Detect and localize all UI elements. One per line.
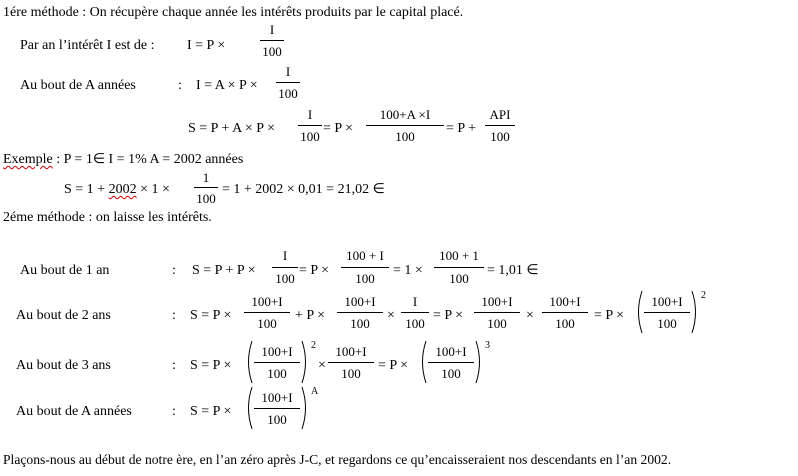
times-sign: ×: [387, 308, 395, 323]
fraction-bar: [341, 267, 389, 268]
fraction-numerator: API: [489, 107, 511, 122]
fraction-bar: [254, 408, 300, 409]
fraction-numerator: I: [307, 107, 313, 122]
fraction-numerator: 100+I: [261, 344, 293, 359]
fraction-bar: [434, 267, 484, 268]
fraction-numerator: 100+I: [481, 294, 513, 309]
one-year-label: Au bout de 1 an: [20, 263, 110, 278]
fraction-denominator: 100: [449, 271, 469, 286]
exponent: A: [311, 386, 319, 397]
fraction-denominator: 100: [657, 316, 677, 331]
fraction-numerator: I: [282, 248, 288, 263]
fraction-bar: [276, 82, 300, 83]
example-label: Exemple: [3, 152, 53, 167]
fraction-bar: [542, 312, 588, 313]
fraction-denominator: 100: [405, 316, 425, 331]
left-paren: [634, 290, 644, 334]
fraction-denominator: 100: [395, 129, 415, 144]
fraction-denominator: 100: [257, 316, 277, 331]
fraction-numerator: 100+I: [335, 344, 367, 359]
example-formula-start: S = 1 +: [64, 182, 106, 197]
fraction-denominator: 100: [275, 271, 295, 286]
equals-p-times: = P ×: [433, 308, 464, 323]
method-2-title: 2éme méthode : on laisse les intérêts.: [3, 210, 212, 225]
colon: :: [172, 404, 176, 419]
fraction-numerator: 1: [202, 170, 210, 185]
equals-p-times: = P ×: [594, 308, 625, 323]
plus-p-times: + P ×: [295, 308, 326, 323]
fraction-bar: [244, 312, 290, 313]
right-paren: [690, 290, 700, 334]
equals-p-plus: = P +: [446, 121, 477, 136]
equals-p-times: = P ×: [299, 263, 330, 278]
example-times: × 1 ×: [136, 182, 170, 197]
fraction-numerator: 100+I: [344, 294, 376, 309]
colon: :: [172, 263, 176, 278]
fraction-numerator: I: [285, 64, 291, 79]
right-paren: [300, 386, 310, 430]
fraction-numerator: I: [269, 22, 275, 37]
one-year-result: = 1,01 ∈: [487, 263, 539, 278]
fraction-numerator: 100+I: [549, 294, 581, 309]
a-years-formula: I = A × P ×: [196, 78, 258, 93]
fraction-denominator: 100: [196, 191, 216, 206]
fraction-denominator: 100: [441, 366, 461, 381]
fraction-numerator: I: [412, 294, 418, 309]
conclusion-sentence: Plaçons-nous au début de notre ère, en l’an zéro après J-C, et regardons ce qu’encaisseraient nos descendants en l’an 2002.: [3, 452, 672, 467]
exponent: 2: [701, 290, 706, 301]
equals-p-times: = P ×: [378, 358, 409, 373]
fraction-numerator: 100+I: [261, 390, 293, 405]
exponent: 2: [311, 340, 316, 351]
fraction-denominator: 100: [487, 316, 507, 331]
fraction-numerator: 100+A ×I: [379, 107, 431, 122]
fraction-bar: [401, 312, 429, 313]
example-result: = 1 + 2002 × 0,01 = 21,02 ∈: [222, 182, 385, 197]
fraction-bar: [366, 125, 444, 126]
colon: :: [172, 308, 176, 323]
fraction-numerator: 100+I: [435, 344, 467, 359]
fraction-denominator: 100: [350, 316, 370, 331]
method-1-title: 1ére méthode : On récupère chaque année les intérêts produits par le capital placé.: [3, 5, 464, 20]
colon: :: [178, 78, 182, 93]
left-paren: [418, 340, 428, 384]
example-values: : P = 1∈ I = 1% A = 2002 années: [52, 152, 244, 167]
three-years-formula-start: S = P ×: [190, 358, 232, 373]
yearly-interest-formula: I = P ×: [187, 38, 226, 53]
yearly-interest-label: Par an l’intérêt I est de :: [20, 38, 155, 53]
example-line: [3, 152, 243, 168]
fraction-denominator: 100: [490, 129, 510, 144]
right-paren: [300, 340, 310, 384]
fraction-bar: [644, 312, 690, 313]
fraction-denominator: 100: [262, 44, 282, 59]
example-formula: [64, 182, 170, 198]
fraction-bar: [194, 187, 218, 188]
exponent: 3: [485, 340, 490, 351]
colon: :: [172, 358, 176, 373]
fraction-bar: [337, 312, 383, 313]
right-paren: [474, 340, 484, 384]
fraction-numerator: 100 + I: [346, 248, 384, 263]
fraction-denominator: 100: [300, 129, 320, 144]
one-year-formula-start: S = P + P ×: [192, 263, 256, 278]
fraction-denominator: 100: [355, 271, 375, 286]
fraction-numerator: 100+I: [651, 294, 683, 309]
fraction-bar: [254, 362, 300, 363]
left-paren: [244, 340, 254, 384]
fraction-denominator: 100: [341, 366, 361, 381]
times-sign: ×: [526, 308, 534, 323]
fraction-numerator: 100 + 1: [439, 248, 479, 263]
fraction-denominator: 100: [278, 86, 298, 101]
two-years-label: Au bout de 2 ans: [16, 308, 111, 323]
fraction-denominator: 100: [267, 412, 287, 427]
fraction-bar: [428, 362, 474, 363]
fraction-denominator: 100: [267, 366, 287, 381]
fraction-bar: [474, 312, 520, 313]
a-years-compound-label: Au bout de A années: [16, 404, 132, 419]
fraction-bar: [328, 362, 374, 363]
fraction-bar: [272, 267, 298, 268]
fraction-denominator: 100: [555, 316, 575, 331]
example-year: 2002: [108, 182, 137, 197]
a-years-label: Au bout de A années: [20, 78, 136, 93]
a-years-compound-formula: S = P ×: [190, 404, 232, 419]
equals-one-times: = 1 ×: [393, 263, 423, 278]
two-years-formula-start: S = P ×: [190, 308, 232, 323]
fraction-numerator: 100+I: [251, 294, 283, 309]
fraction-bar: [485, 125, 515, 126]
fraction-bar: [260, 40, 284, 41]
equals-p-times: = P ×: [323, 121, 354, 136]
times-sign: ×: [318, 358, 326, 373]
total-formula-start: S = P + A × P ×: [188, 121, 275, 136]
three-years-label: Au bout de 3 ans: [16, 358, 111, 373]
fraction-bar: [298, 125, 322, 126]
left-paren: [244, 386, 254, 430]
